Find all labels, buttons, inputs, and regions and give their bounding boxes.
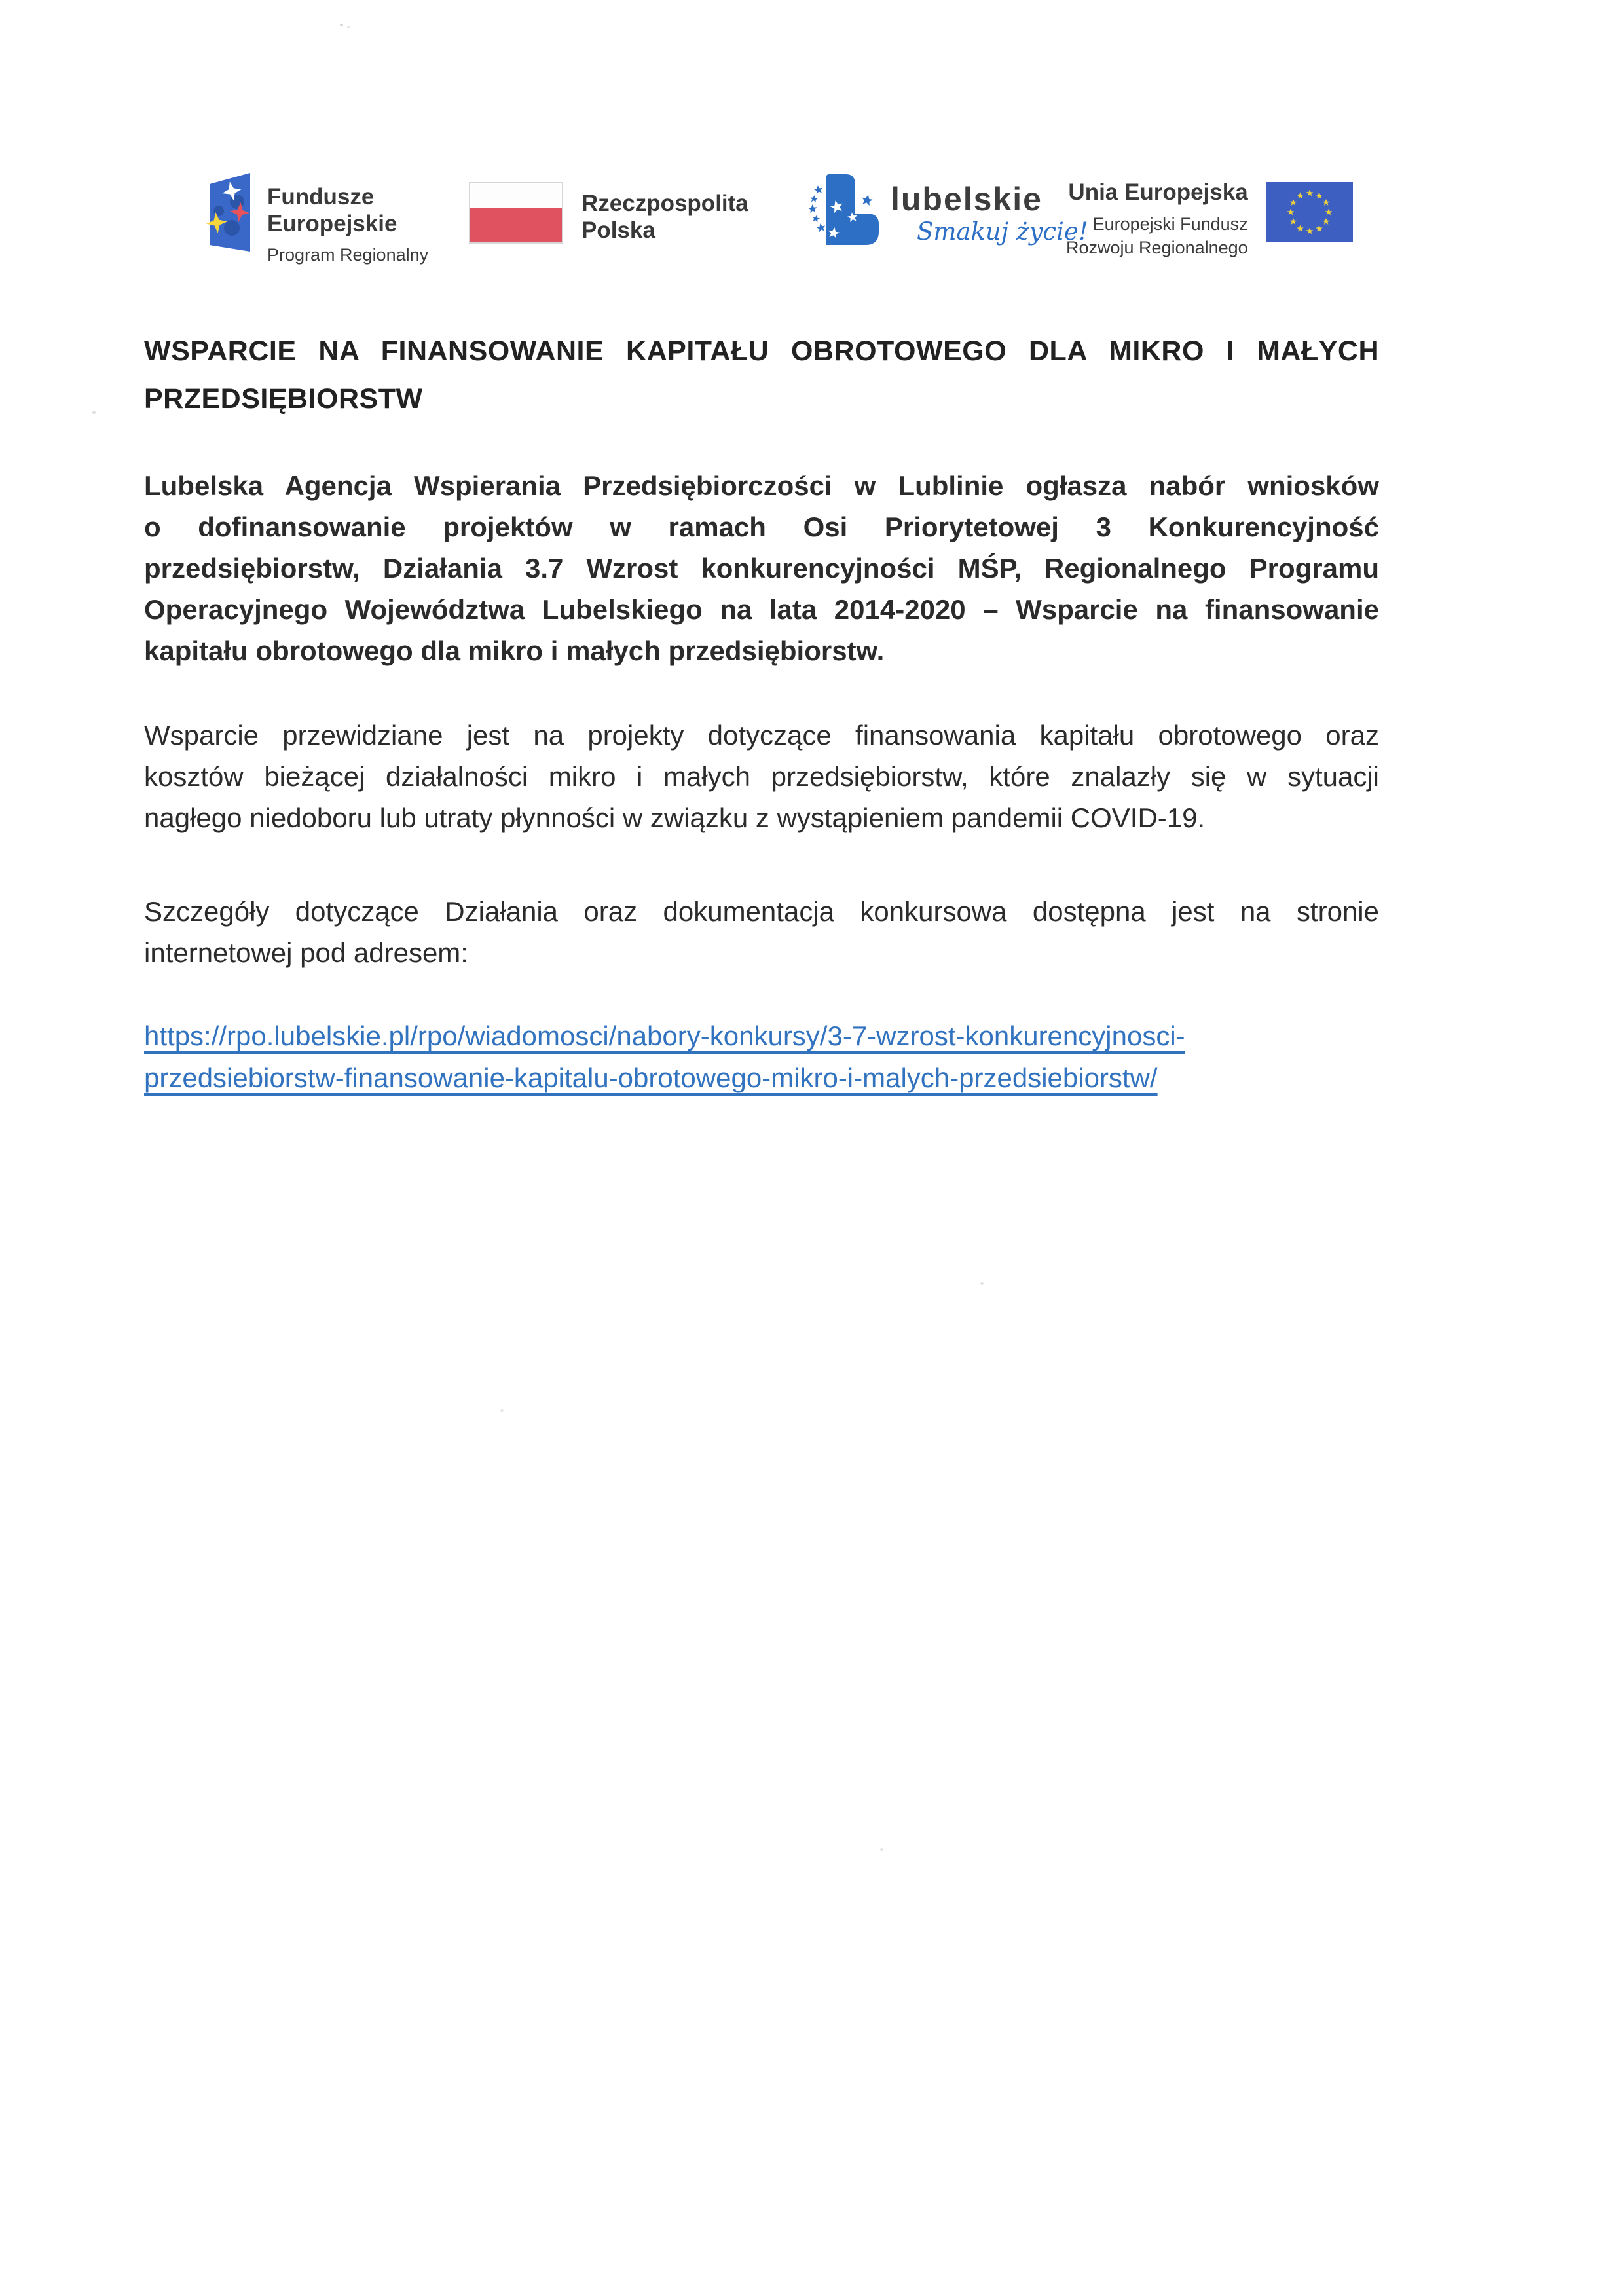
eu-funds-title-line2: Europejskie (267, 211, 397, 236)
lubelskie-logo-text (891, 170, 1088, 246)
eu-funds-flag-icon (208, 173, 251, 255)
scan-speck (500, 1409, 504, 1412)
scan-speck (347, 26, 350, 28)
poland-logo-text (581, 182, 748, 244)
page-title-line: WSPARCIE NA FINANSOWANIE KAPITAŁU OBROTOWEGO DLA MIKRO I MAŁYCH (144, 335, 1379, 367)
text-line: internetowej pod adresem: (144, 937, 468, 968)
text-line: Lubelska Agencja Wspierania Przedsiębiorczości w Lublinie ogłasza nabór wniosków (144, 470, 1379, 501)
text-line: Wsparcie przewidziane jest na projekty dotyczące finansowania kapitału obrotowego oraz (144, 720, 1379, 751)
eu-funds-subtitle: Program Regionalny (267, 245, 429, 265)
eu-funds-title-line1: Fundusze (267, 184, 375, 210)
page-title-line: PRZEDSIĘBIORSTW (144, 383, 423, 415)
document-content (144, 327, 1379, 1099)
text-line: nagłego niedoboru lub utraty płynności w związku z wystąpieniem pandemii COVID-19. (144, 802, 1206, 833)
eu-logo-text (1066, 179, 1248, 259)
poland-title-line2: Polska (581, 217, 655, 243)
text-line: kapitału obrotowego dla mikro i małych przedsiębiorstw. (144, 635, 885, 666)
eu-subtitle-line1: Europejski Fundusz (1092, 214, 1248, 234)
poland-flag-icon (469, 182, 563, 244)
scan-speck (340, 24, 343, 26)
text-line: przedsiębiorstw, Działania 3.7 Wzrost konkurencyjności MŚP, Regionalnego Programu (144, 553, 1379, 584)
eu-title: Unia Europejska (1068, 179, 1248, 205)
scan-speck (980, 1282, 984, 1285)
text-line: kosztów bieżącej działalności mikro i małych przedsiębiorstw, które znalazły się w sytuacji (144, 761, 1379, 792)
lubelskie-l-icon (811, 170, 884, 253)
paragraph-support-scope (144, 715, 1379, 838)
page-title (144, 327, 1379, 423)
scan-speck (880, 1848, 883, 1851)
eu-funds-logo-text (267, 173, 428, 265)
lubelskie-title: lubelskie (891, 181, 1043, 217)
link-line[interactable]: https://rpo.lubelskie.pl/rpo/wiadomosci/nabory-konkursy/3-7-wzrost-konkurencyjnosci- (144, 1020, 1185, 1051)
lubelskie-tagline: Smakuj życie! (917, 217, 1088, 246)
document-link[interactable] (144, 1015, 1379, 1099)
logo-fundusze-europejskie (208, 173, 428, 265)
paragraph-announcement (144, 465, 1379, 671)
link-block (144, 1015, 1379, 1099)
scan-speck (92, 411, 96, 414)
text-line: o dofinansowanie projektów w ramach Osi Priorytetowej 3 Konkurencyjność (144, 512, 1379, 542)
eu-flag-icon (1266, 182, 1353, 242)
paragraph-details-info (144, 891, 1379, 973)
text-line: Operacyjnego Województwa Lubelskiego na lata 2014-2020 – Wsparcie na finansowanie (144, 594, 1379, 625)
logo-lubelskie (811, 170, 1088, 253)
text-line: Szczegóły dotyczące Działania oraz dokumentacja konkursowa dostępna jest na stronie (144, 896, 1379, 927)
link-line[interactable]: przedsiebiorstw-finansowanie-kapitalu-obrotowego-mikro-i-malych-przedsiebiorstw/ (144, 1062, 1158, 1093)
poland-title-line1: Rzeczpospolita (581, 191, 748, 216)
eu-subtitle-line2: Rozwoju Regionalnego (1066, 238, 1248, 257)
logo-rzeczpospolita-polska (469, 182, 748, 244)
logo-unia-europejska (1066, 179, 1353, 259)
